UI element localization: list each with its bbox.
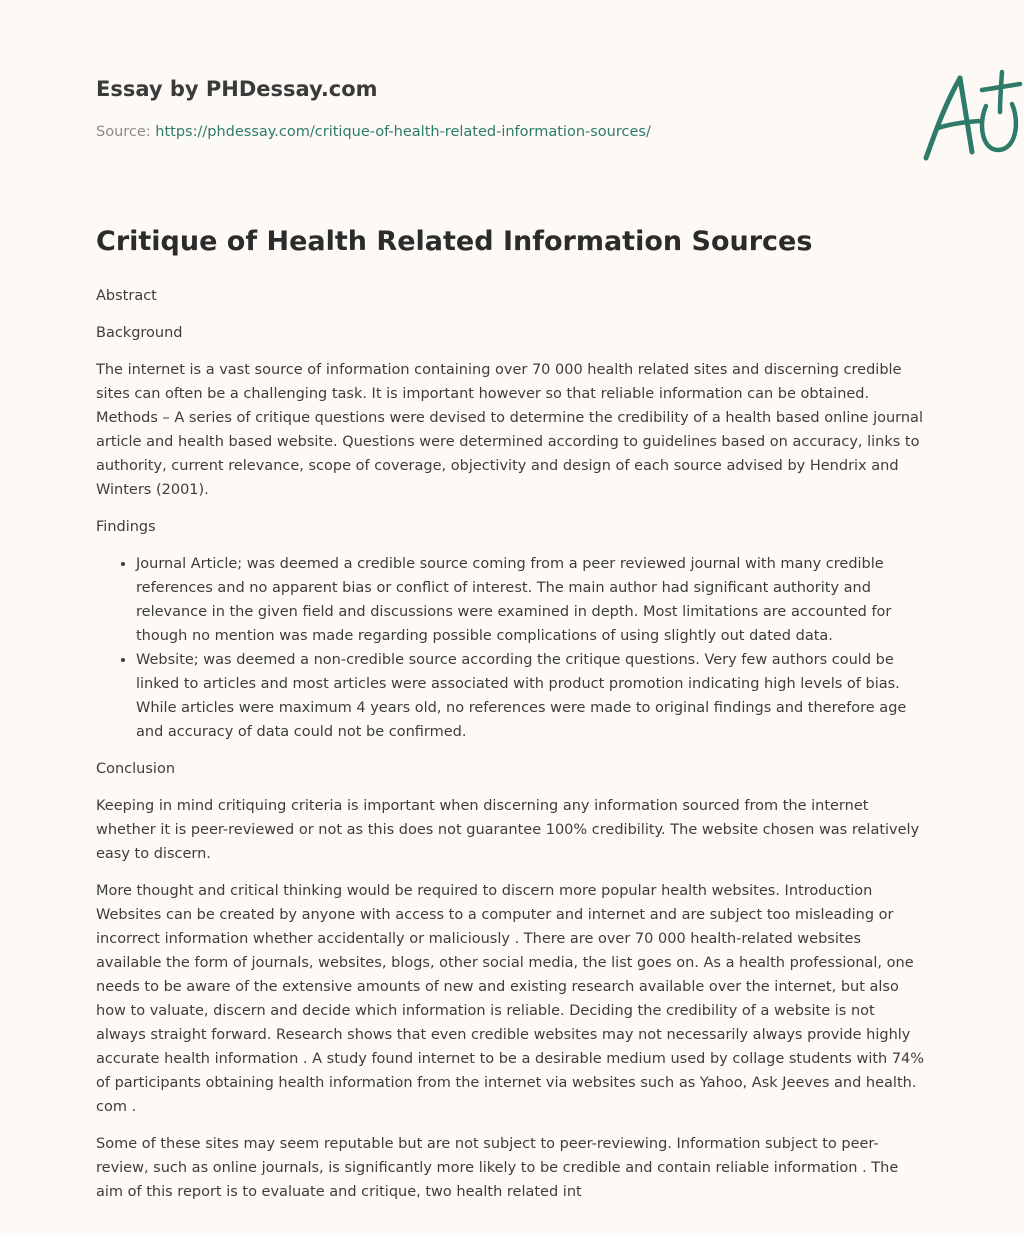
conclusion-heading: Conclusion <box>96 761 176 777</box>
background-heading: Background <box>96 325 183 341</box>
essay-body <box>96 284 928 1217</box>
source-link[interactable]: https://phdessay.com/critique-of-health-related-information-sources/ <box>155 124 651 140</box>
site-title: Essay by PHDessay.com <box>96 77 378 101</box>
abstract-heading: Abstract <box>96 288 157 304</box>
findings-heading: Findings <box>96 519 156 535</box>
list-item: • Website; was deemed a non-credible source according the critique questions. Very few authors could be linked to articles and most articles were associated with product promotion indicating high levels of bias. While articles were maximum 4 years old, no references were made to original findings and therefore age and accuracy of data could not be confirmed. <box>136 648 928 744</box>
body-paragraph: Some of these sites may seem reputable but are not subject to peer-reviewing. Information subject to peer-review, such as online journals, is significantly more likely to be credible and contain reliable information . The aim of this report is to evaluate and critique, two health related int <box>96 1136 899 1200</box>
body-paragraph: More thought and critical thinking would be required to discern more popular health websites. Introduction Websites can be created by anyone with access to a computer and internet and are subject too misleading or incorrect information whether accidentally or maliciously . There are over 70 000 health-related websites available the form of journals, websites, blogs, other social media, the list goes on. As a health professional, one needs to be aware of the extensive amounts of new and existing research available over the internet, but also how to valuate, discern and decide which information is reliable. Deciding the credibility of a website is not always straight forward. Research shows that even credible websites may not necessarily always provide highly accurate health information . A study found internet to be a desirable medium used by collage students with 74% of participants obtaining health information from the internet via websites such as Yahoo, Ask Jeeves and health. com . <box>96 883 925 1115</box>
source-line <box>96 124 651 140</box>
background-paragraph: The internet is a vast source of information containing over 70 000 health related sites and discerning credible sites can often be a challenging task. It is important however so that reliable information can be obtained. Methods – A series of critique questions were devised to determine the credibility of a health based online journal article and health based website. Questions were determined according to guidelines based on accuracy, links to authority, current relevance, scope of coverage, objectivity and design of each source advised by Hendrix and Winters (2001). <box>96 362 923 498</box>
source-label: Source: <box>96 124 156 140</box>
a-plus-grade-logo-icon <box>920 66 1024 166</box>
essay-title: Critique of Health Related Information Sources <box>96 226 813 257</box>
findings-list <box>96 552 928 744</box>
list-item: • Journal Article; was deemed a credible source coming from a peer reviewed journal with many credible references and no apparent bias or conflict of interest. The main author had significant authority and relevance in the given field and discussions were examined in depth. Most limitations are accounted for though no mention was made regarding possible complications of using slightly out dated data. <box>136 552 928 648</box>
conclusion-paragraph: Keeping in mind critiquing criteria is important when discerning any information sourced from the internet whether it is peer-reviewed or not as this does not guarantee 100% credibility. The website chosen was relatively easy to discern. <box>96 798 920 862</box>
